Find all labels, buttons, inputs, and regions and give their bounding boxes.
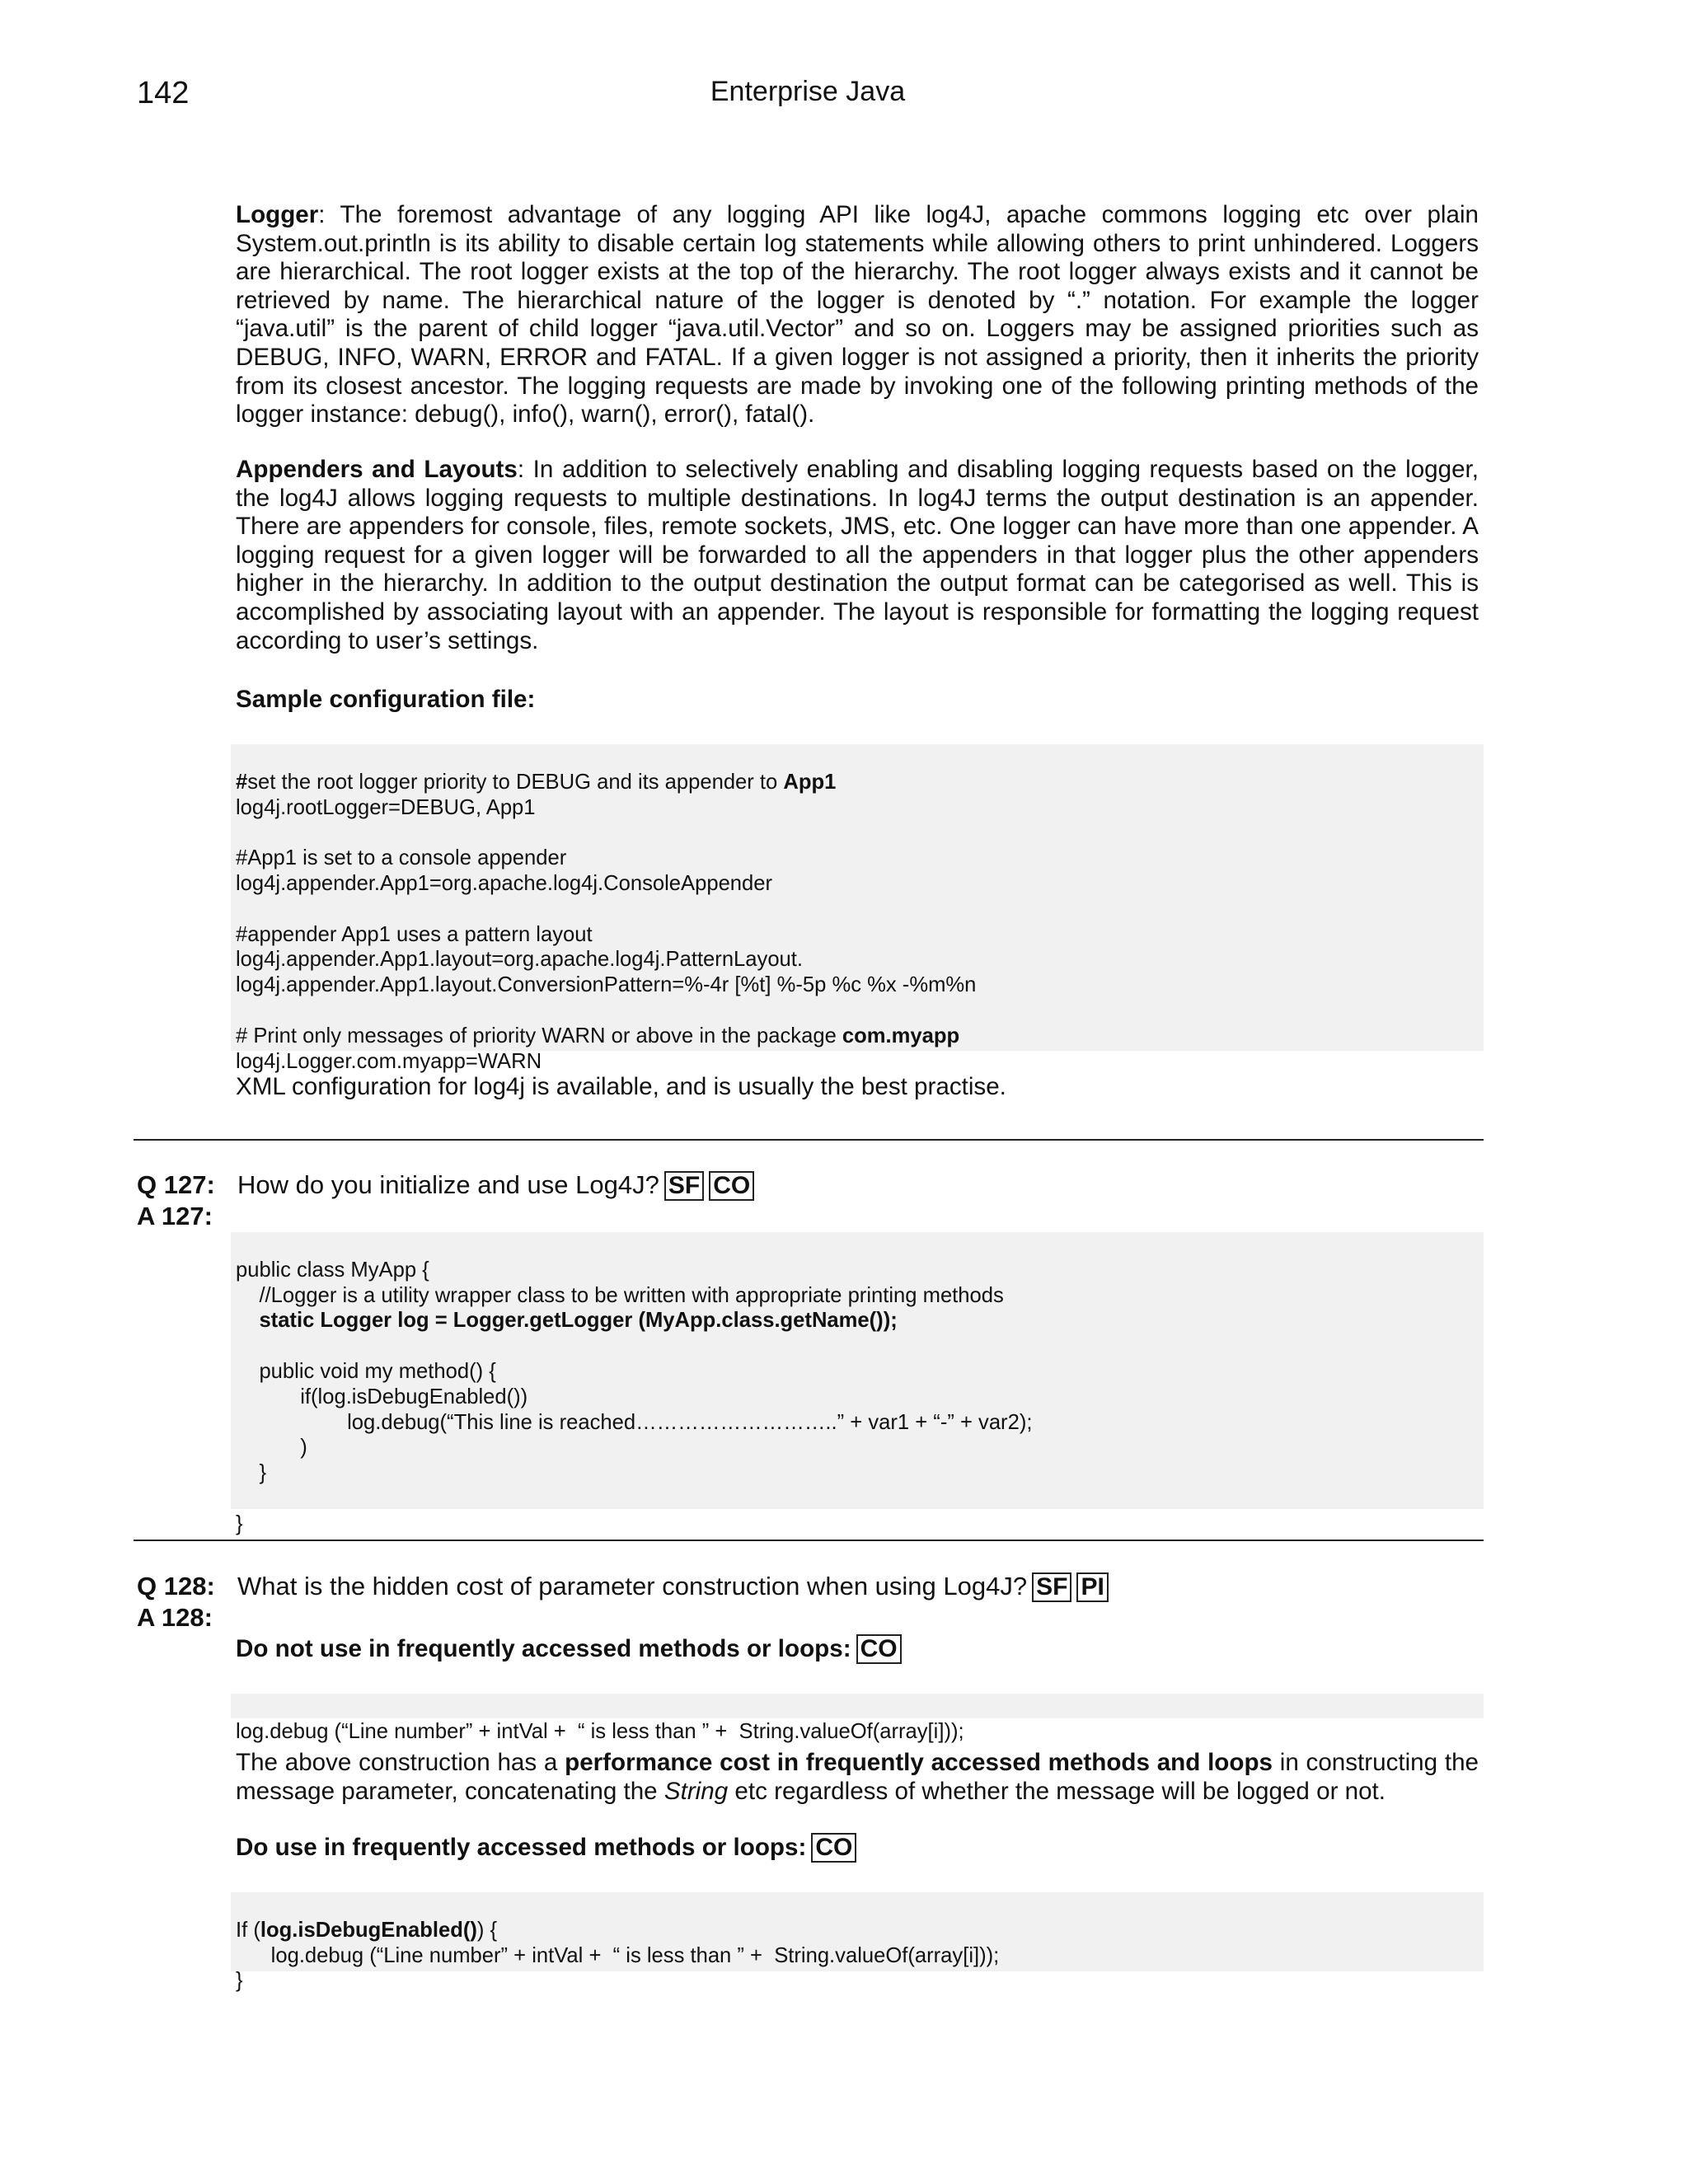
answer-label-127: A 127: xyxy=(137,1202,213,1230)
code-line: log.debug(“This line is reached………………………..” + var1 + “-” + var2); xyxy=(236,1410,1033,1434)
dont-use-heading: Do not use in frequently accessed methods or loops: CO xyxy=(236,1634,1479,1664)
config-code-block xyxy=(231,744,1484,1073)
logger-paragraph xyxy=(236,201,1479,429)
appenders-section xyxy=(236,456,1479,655)
code-line: log4j.rootLogger=DEBUG, App1 xyxy=(236,795,536,819)
myapp-code-block xyxy=(231,1232,1484,1535)
tag-badge: CO xyxy=(811,1833,856,1863)
appenders-paragraph xyxy=(236,456,1479,655)
code-line: #set the root logger priority to DEBUG and its appender to App1 xyxy=(236,770,837,794)
do-use-heading: Do use in frequently accessed methods or loops: CO xyxy=(236,1833,1479,1863)
tag-badge: PI xyxy=(1076,1572,1108,1602)
code-line: #App1 is set to a console appender xyxy=(236,846,567,870)
tag-badge: CO xyxy=(856,1634,902,1664)
code-line: ) xyxy=(236,1436,307,1460)
code-line: } xyxy=(236,1461,266,1485)
tag-badge: SF xyxy=(1032,1572,1071,1602)
code-line: log.debug (“Line number” + intVal + “ is less than ” + String.valueOf(array[i])); xyxy=(236,1719,964,1743)
code-line: public void my method() { xyxy=(236,1359,496,1383)
question-label-127: Q 127: xyxy=(137,1170,215,1199)
tag-badge: CO xyxy=(709,1171,754,1201)
logger-text: : The foremost advantage of any logging API like log4J, apache commons logging etc over plain System.out.println is its ability to disable certain log statements while allowing others to print unhindered. Loggers are hierarchical. The root logger exists at the top of the hierarchy. The root logger always exists and it cannot be retrieved by name. The hierarchical nature of the logger is denoted by “.” notation. For example the logger “java.util” is the parent of child logger “java.util.Vector” and so on. Loggers may be assigned priorities such as DEBUG, INFO, WARN, ERROR and FATAL. If a given logger is not assigned a priority, then it inherits the priority from its closest ancestor. The logging requests are made by invoking one of the following printing methods of the logger instance: debug(), info(), warn(), error(), fatal(). xyxy=(236,201,1479,429)
question-label-128: Q 128: xyxy=(137,1572,215,1601)
code-line: } xyxy=(236,1969,243,1993)
page-number: 142 xyxy=(137,76,190,110)
logger-term: Logger xyxy=(236,201,319,228)
code-line: # Print only messages of priority WARN or above in the package com.myapp xyxy=(236,1024,960,1047)
appenders-text: : In addition to selectively enabling and disabling logging requests based on the logger, the log4J allows logging requests to multiple destinations. In log4J terms the output destination is an appender. There are appenders for console, files, remote sockets, JMS, etc. One logger can have more than one appender. A logging request for a given logger will be forwarded to all the appenders in that logger plus the other appenders higher in the hierarchy. In addition to the output destination the output format can be categorised as well. This is accomplished by associating layout with an appender. The layout is responsible for formatting the logging request according to user’s settings. xyxy=(236,456,1479,654)
logger-section xyxy=(236,201,1479,429)
do-use-code-block xyxy=(231,1892,1484,1993)
question-text-127: How do you initialize and use Log4J? SF CO xyxy=(237,1170,754,1201)
code-line: If (log.isDebugEnabled()) { xyxy=(236,1918,498,1942)
tag-badge: SF xyxy=(664,1171,704,1201)
code-line: } xyxy=(236,1511,243,1535)
divider xyxy=(134,1139,1484,1141)
question-text-128: What is the hidden cost of parameter construction when using Log4J? SF PI xyxy=(237,1572,1109,1602)
xml-note: XML configuration for log4j is available, and is usually the best practise. xyxy=(236,1073,1006,1100)
code-line: log.debug (“Line number” + intVal + “ is less than ” + String.valueOf(array[i])); xyxy=(236,1943,1000,1967)
running-head-title: Enterprise Java xyxy=(710,76,906,107)
code-line: log4j.Logger.com.myapp=WARN xyxy=(236,1049,542,1073)
divider xyxy=(134,1540,1484,1541)
code-line: if(log.isDebugEnabled()) xyxy=(236,1385,528,1408)
performance-explanation: The above construction has a performance cost in frequently accessed methods and loops in constructing the message parameter, concatenating the String etc regardless of whether the message will be logged or not. xyxy=(236,1749,1479,1805)
code-line: static Logger log = Logger.getLogger (MyApp.class.getName()); xyxy=(236,1309,898,1333)
dont-use-code-block xyxy=(231,1694,1484,1743)
answer-label-128: A 128: xyxy=(137,1603,213,1632)
code-line: #appender App1 uses a pattern layout xyxy=(236,922,593,946)
code-line: public class MyApp { xyxy=(236,1258,429,1282)
sample-config-heading: Sample configuration file: xyxy=(236,686,536,713)
code-line: log4j.appender.App1.layout.ConversionPattern=%-4r [%t] %-5p %c %x -%m%n xyxy=(236,973,977,997)
code-line: log4j.appender.App1=org.apache.log4j.ConsoleAppender xyxy=(236,871,773,895)
code-line: //Logger is a utility wrapper class to be written with appropriate printing methods xyxy=(236,1283,1004,1307)
code-line: log4j.appender.App1.layout=org.apache.log4j.PatternLayout. xyxy=(236,948,804,972)
appenders-term: Appenders and Layouts xyxy=(236,456,518,483)
